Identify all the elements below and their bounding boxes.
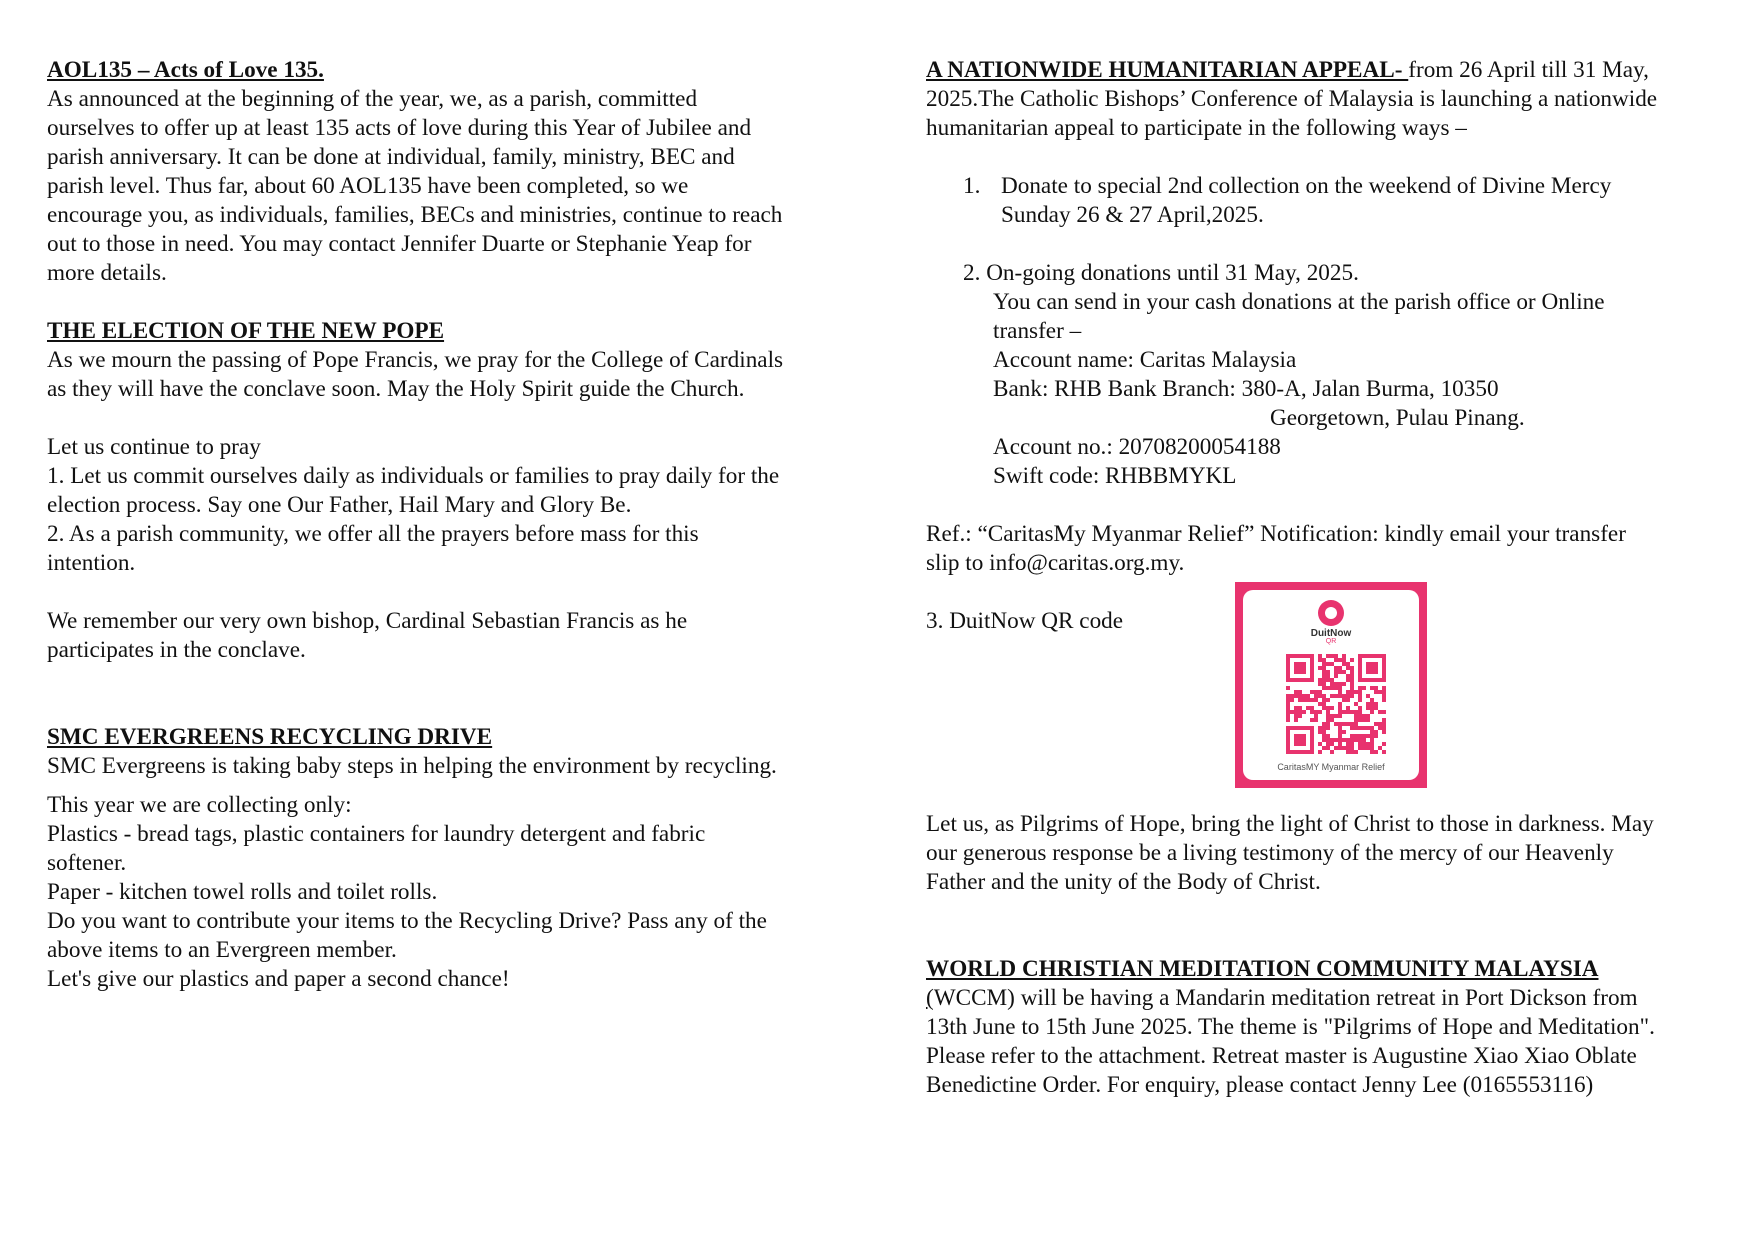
appeal-heading: A NATIONWIDE HUMANITARIAN APPEAL- xyxy=(926,57,1409,83)
spacer xyxy=(926,143,1738,172)
wccm-line: Please refer to the attachment. Retreat master is Augustine Xiao Xiao Oblate xyxy=(926,1043,1637,1069)
recycling-line: Let's give our plastics and paper a second chance! xyxy=(47,966,510,992)
qr-label: 3. DuitNow QR code xyxy=(926,608,1124,634)
pray-line: election process. Say one Our Father, Hail Mary and Glory Be. xyxy=(47,492,632,518)
qr-brand: DuitNow xyxy=(1310,628,1352,639)
qr-brand-sub: QR xyxy=(1325,638,1337,645)
wccm-section xyxy=(926,955,1738,1100)
bishop-line: We remember our very own bishop, Cardinal Sebastian Francis as he xyxy=(47,608,688,634)
left-column xyxy=(47,56,862,994)
recycling-line: softener. xyxy=(47,850,127,876)
item-2-line: Swift code: RHBBMYKL xyxy=(993,463,1237,489)
aol-line: As announced at the beginning of the year, we, as a parish, committed xyxy=(47,86,698,112)
item-2-line: You can send in your cash donations at the parish office or Online xyxy=(993,289,1605,315)
closing-line: our generous response be a living testimony of the mercy of our Heavenly xyxy=(926,840,1614,866)
recycling-line: Plastics - bread tags, plastic containers for laundry detergent and fabric xyxy=(47,821,706,847)
spacer xyxy=(47,665,862,694)
right-column xyxy=(926,56,1738,1100)
item-1-cont: Sunday 26 & 27 April,2025. xyxy=(1001,202,1264,228)
bishop-line: participates in the conclave. xyxy=(47,637,306,663)
qr-card-inner xyxy=(1243,590,1419,780)
appeal-item-2: 2. On-going donations until 31 May, 2025. xyxy=(963,260,1359,286)
spacer xyxy=(926,230,1738,259)
item-2-bank-cont: Georgetown, Pulau Pinang. xyxy=(1270,405,1525,431)
spacer xyxy=(926,897,1738,926)
aol-heading: AOL135 – Acts of Love 135. xyxy=(47,57,324,83)
wccm-line: Benedictine Order. For enquiry, please contact Jenny Lee (0165553116) xyxy=(926,1072,1594,1098)
pope-line: As we mourn the passing of Pope Francis, we pray for the College of Cardinals xyxy=(47,347,784,373)
spacer xyxy=(47,288,862,317)
appeal-heading-tail: from 26 April till 31 May, xyxy=(1408,57,1649,83)
spacer xyxy=(926,926,1738,955)
closing-line: Father and the unity of the Body of Christ. xyxy=(926,869,1321,895)
item-2-line: Account no.: 20708200054188 xyxy=(993,434,1281,460)
appeal-line: humanitarian appeal to participate in the following ways – xyxy=(926,115,1467,141)
qr-caption: CaritasMY Myanmar Relief xyxy=(1277,762,1385,772)
aol-line: ourselves to offer up at least 135 acts of love during this Year of Jubilee and xyxy=(47,115,752,141)
pope-section xyxy=(47,317,862,665)
item-2-line: Bank: RHB Bank Branch: 380-A, Jalan Burma, 10350 xyxy=(993,376,1499,402)
wccm-heading: WORLD CHRISTIAN MEDITATION COMMUNITY MALAYSIA xyxy=(926,956,1599,982)
closing-line: Let us, as Pilgrims of Hope, bring the light of Christ to those in darkness. May xyxy=(926,811,1654,837)
spacer xyxy=(47,404,862,433)
appeal-item-1 xyxy=(926,172,1738,201)
recycling-line: Paper - kitchen towel rolls and toilet rolls. xyxy=(47,879,438,905)
wccm-first-text: WCCM) will be having a Mandarin meditation retreat in Port Dickson from xyxy=(933,985,1638,1011)
pray-line: 1. Let us commit ourselves daily as individuals or families to pray daily for the xyxy=(47,463,780,489)
aol-line: out to those in need. You may contact Jennifer Duarte or Stephanie Yeap for xyxy=(47,231,752,257)
aol-section xyxy=(47,56,862,288)
qr-row xyxy=(926,578,1738,810)
ref-line: Ref.: “CaritasMy Myanmar Relief” Notification: kindly email your transfer xyxy=(926,521,1626,547)
spacer xyxy=(47,578,862,607)
spacer xyxy=(47,694,862,723)
recycling-line: above items to an Evergreen member. xyxy=(47,937,397,963)
item-2-line: transfer – xyxy=(993,318,1082,344)
pope-line: as they will have the conclave soon. May the Holy Spirit guide the Church. xyxy=(47,376,745,402)
item-2-line: Account name: Caritas Malaysia xyxy=(993,347,1297,373)
aol-line: encourage you, as individuals, families, BECs and ministries, continue to reach xyxy=(47,202,783,228)
duitnow-logo-icon xyxy=(1318,600,1344,626)
recycling-line: Do you want to contribute your items to the Recycling Drive? Pass any of the xyxy=(47,908,767,934)
recycling-heading: SMC EVERGREENS RECYCLING DRIVE xyxy=(47,724,493,750)
appeal-section xyxy=(926,56,1738,897)
pray-line: 2. As a parish community, we offer all the prayers before mass for this xyxy=(47,521,699,547)
wccm-open-paren: ( xyxy=(926,985,934,1011)
recycling-section xyxy=(47,723,862,994)
appeal-heading-line xyxy=(926,56,1738,85)
aol-line: parish anniversary. It can be done at individual, family, ministry, BEC and xyxy=(47,144,735,170)
item-number: 1. xyxy=(963,173,981,199)
recycling-intro: SMC Evergreens is taking baby steps in helping the environment by recycling. xyxy=(47,753,777,779)
recycling-line: This year we are collecting only: xyxy=(47,792,352,818)
aol-line: parish level. Thus far, about 60 AOL135 have been completed, so we xyxy=(47,173,689,199)
spacer xyxy=(926,491,1738,520)
wccm-line: 13th June to 15th June 2025. The theme is "Pilgrims of Hope and Meditation". xyxy=(926,1014,1655,1040)
pray-line: intention. xyxy=(47,550,136,576)
wccm-first-line xyxy=(926,984,1738,1013)
ref-line: slip to info@caritas.org.my. xyxy=(926,550,1185,576)
aol-line: more details. xyxy=(47,260,167,286)
duitnow-qr-card xyxy=(1235,582,1427,788)
spacer xyxy=(47,781,862,791)
item-1-text: Donate to special 2nd collection on the weekend of Divine Mercy xyxy=(1001,173,1612,199)
pope-heading: THE ELECTION OF THE NEW POPE xyxy=(47,318,445,344)
qr-code-icon[interactable] xyxy=(1286,654,1386,754)
pray-line: Let us continue to pray xyxy=(47,434,261,460)
appeal-line: 2025.The Catholic Bishops’ Conference of Malaysia is launching a nationwide xyxy=(926,86,1658,112)
